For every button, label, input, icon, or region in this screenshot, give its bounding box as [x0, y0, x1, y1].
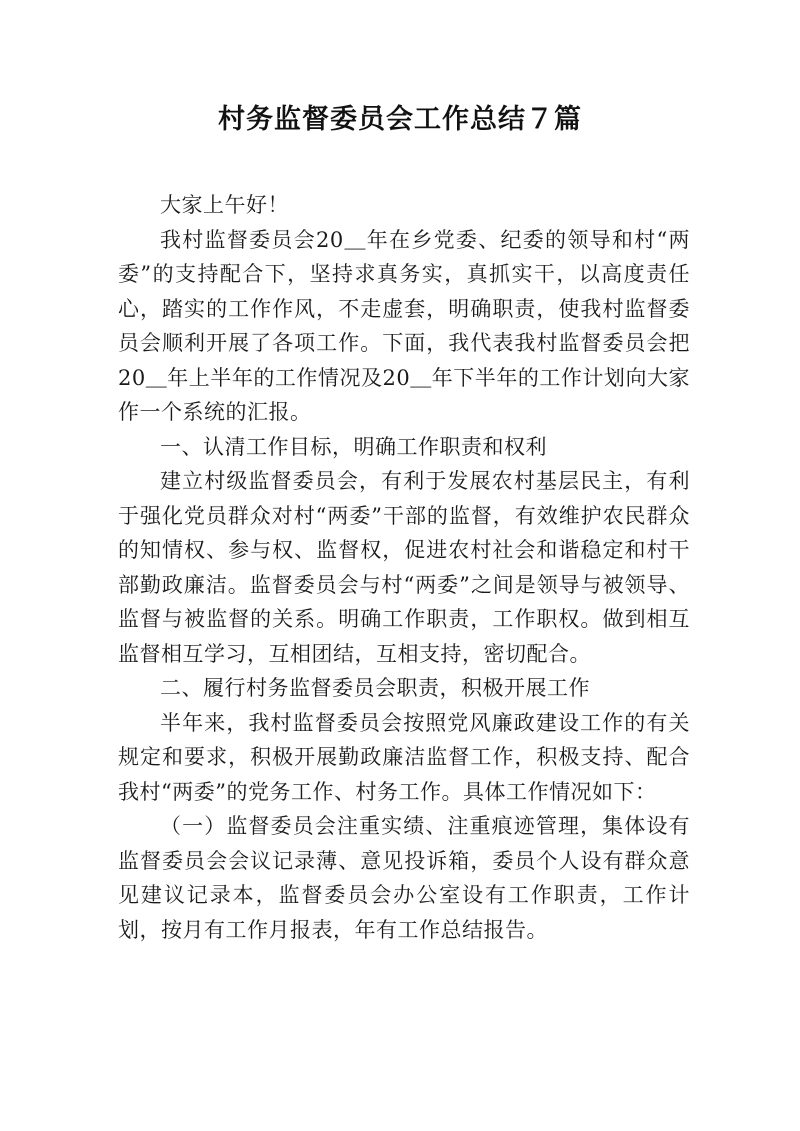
section-1-paragraph: 建立村级监督委员会，有利于发展农村基层民主，有利于强化党员群众对村“两委”干部的监督，有效维护农民群众的知情权、参与权、监督权，促进农村社会和谐稳定和村干部勤政廉洁。监督委员会与村“两委”之间是领导与被领导、监督与被监督的关系。明确工作职责，工作职权。做到相互监督相互学习，互相团结，互相支持，密切配合。	[118, 469, 690, 666]
section-2-paragraph: 半年来，我村监督委员会按照党风廉政建设工作的有关规定和要求，积极开展勤政廉洁监督工作，积极支持、配合我村“两委”的党务工作、村务工作。具体工作情况如下：	[118, 710, 690, 804]
section-heading-2: 二、履行村务监督委员会职责，积极开展工作	[160, 676, 590, 700]
subsection-1-paragraph: （一）监督委员会注重实绩、注重痕迹管理，集体设有监督委员会会议记录薄、意见投诉箱，委员个人设有群众意见建议记录本，监督委员会办公室设有工作职责，工作计划，按月有工作月报表，年有工作总结报告。	[118, 814, 690, 942]
document-body	[118, 188, 690, 947]
document-title: 村务监督委员会工作总结７篇	[218, 104, 582, 135]
section-heading-1: 一、认清工作目标，明确工作职责和权利	[160, 434, 547, 459]
greeting-paragraph: 大家上午好！	[160, 193, 289, 217]
intro-paragraph: 我村监督委员会20＿年在乡党委、纪委的领导和村“两委”的支持配合下，坚持求真务实，真抓实干，以高度责任心，踏实的工作作风，不走虚套，明确职责，使我村监督委员会顺利开展了各项工作。下面，我代表我村监督委员会把20＿年上半年的工作情况及20＿年下半年的工作计划向大家作一个系统的汇报。	[118, 227, 690, 424]
